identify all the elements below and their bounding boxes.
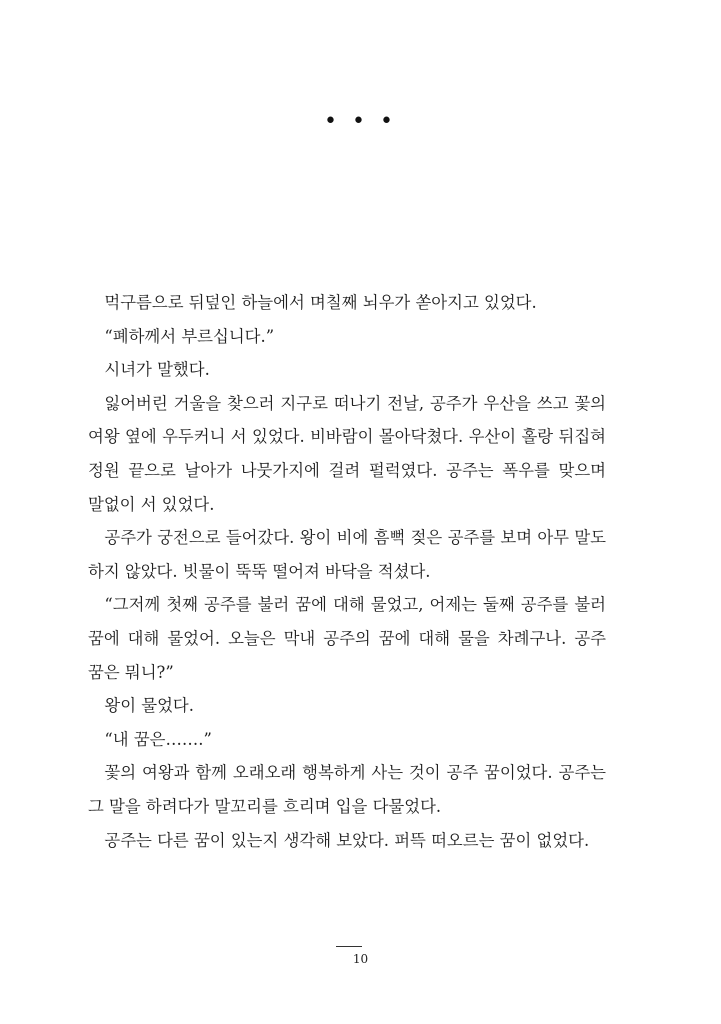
paragraph: 왕이 물었다. bbox=[104, 696, 194, 716]
paragraph: “그저께 첫째 공주를 불러 꿈에 대해 물었고, 어제는 둘째 공주를 불러 꿈에 대해 물었어. 오늘은 막내 공주의 꿈에 대해 물을 차례구나. 공주 꿈은 뭐니?” bbox=[88, 595, 606, 682]
story-text bbox=[88, 286, 606, 857]
paragraph: “폐하께서 부르십니다.” bbox=[104, 326, 275, 346]
paragraph: 꽃의 여왕과 함께 오래오래 행복하게 사는 것이 공주 꿈이었다. 공주는 그 말을 하려다가 말꼬리를 흐리며 입을 다물었다. bbox=[88, 763, 606, 816]
paragraph: 공주는 다른 꿈이 있는지 생각해 보았다. 퍼뜩 떠오르는 꿈이 없었다. bbox=[104, 830, 590, 850]
section-break-ornament: • • • bbox=[324, 109, 397, 134]
paragraph: 시녀가 말했다. bbox=[104, 360, 210, 380]
page-number-rule bbox=[336, 946, 362, 947]
paragraph: “내 꿈은…….” bbox=[104, 729, 212, 749]
paragraph: 먹구름으로 뒤덮인 하늘에서 며칠째 뇌우가 쏟아지고 있었다. bbox=[104, 293, 537, 312]
paragraph: 잃어버린 거울을 찾으러 지구로 떠나기 전날, 공주가 우산을 쓰고 꽃의 여왕 옆에 우두커니 서 있었다. 비바람이 몰아닥쳤다. 우산이 홀랑 뒤집혀 정원 끝으로 날아가 나뭇가지에 걸려 펄럭였다. 공주는 폭우를 맞으며 말없이 서 있었다. bbox=[88, 393, 606, 514]
paragraph: 공주가 궁전으로 들어갔다. 왕이 비에 흠뻑 젖은 공주를 보며 아무 말도 하지 않았다. 빗물이 뚝뚝 떨어져 바닥을 적셨다. bbox=[88, 528, 606, 581]
page-number: 10 bbox=[352, 952, 369, 966]
